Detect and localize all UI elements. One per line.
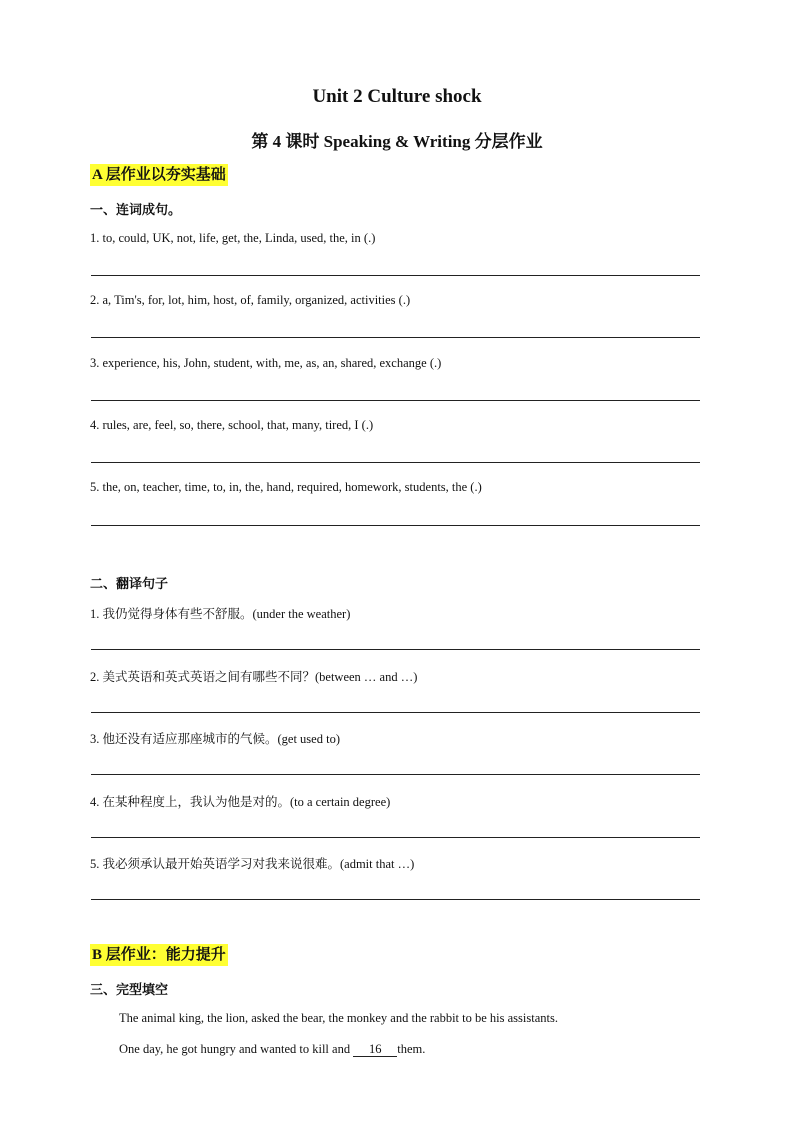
cloze-paragraph-1: The animal king, the lion, asked the bear, the monkey and the rabbit to be his assistants. <box>119 1011 558 1025</box>
cloze-paragraph-2 <box>119 1042 425 1057</box>
answer-line-1[interactable] <box>91 275 700 276</box>
question-4: 4. rules, are, feel, so, there, school, that, many, tired, I (.) <box>90 418 374 432</box>
question-2: 2. a, Tim's, for, lot, him, host, of, family, organized, activities (.) <box>90 293 411 307</box>
question-1: 1. to, could, UK, not, life, get, the, Linda, used, the, in (.) <box>90 231 376 245</box>
translate-line-4[interactable] <box>91 837 700 838</box>
page-title: Unit 2 Culture shock <box>312 86 482 107</box>
section-heading-cloze: 三、完型填空 <box>90 982 169 997</box>
answer-line-5[interactable] <box>91 525 700 526</box>
cloze-text-after: them. <box>397 1042 426 1056</box>
cloze-blank-16[interactable]: 16 <box>353 1043 397 1057</box>
translate-question-2: 2. 美式英语和英式英语之间有哪些不同？(between … and …) <box>90 670 418 684</box>
tier-b-label: B 层作业：能力提升 <box>90 944 228 966</box>
translate-line-3[interactable] <box>91 774 700 775</box>
cloze-text-before: One day, he got hungry and wanted to kill and <box>119 1042 354 1056</box>
answer-line-2[interactable] <box>91 337 700 338</box>
section-heading-reorder: 一、连词成句。 <box>90 202 182 217</box>
translate-question-4: 4. 在某种程度上，我认为他是对的。(to a certain degree) <box>90 795 391 809</box>
section-heading-translate: 二、翻译句子 <box>90 576 169 591</box>
translate-line-1[interactable] <box>91 649 700 650</box>
tier-a-label: A 层作业以夯实基础 <box>90 164 228 186</box>
question-3: 3. experience, his, John, student, with, me, as, an, shared, exchange (.) <box>90 356 442 370</box>
translate-line-5[interactable] <box>91 899 700 900</box>
translate-question-5: 5. 我必须承认最开始英语学习对我来说很难。(admit that …) <box>90 857 415 871</box>
translate-line-2[interactable] <box>91 712 700 713</box>
translate-question-1: 1. 我仍觉得身体有些不舒服。(under the weather) <box>90 607 351 621</box>
answer-line-4[interactable] <box>91 462 700 463</box>
answer-line-3[interactable] <box>91 400 700 401</box>
question-5: 5. the, on, teacher, time, to, in, the, hand, required, homework, students, the (.) <box>90 480 482 494</box>
page-subtitle: 第 4 课时 Speaking & Writing 分层作业 <box>251 132 543 151</box>
translate-question-3: 3. 他还没有适应那座城市的气候。(get used to) <box>90 732 340 746</box>
